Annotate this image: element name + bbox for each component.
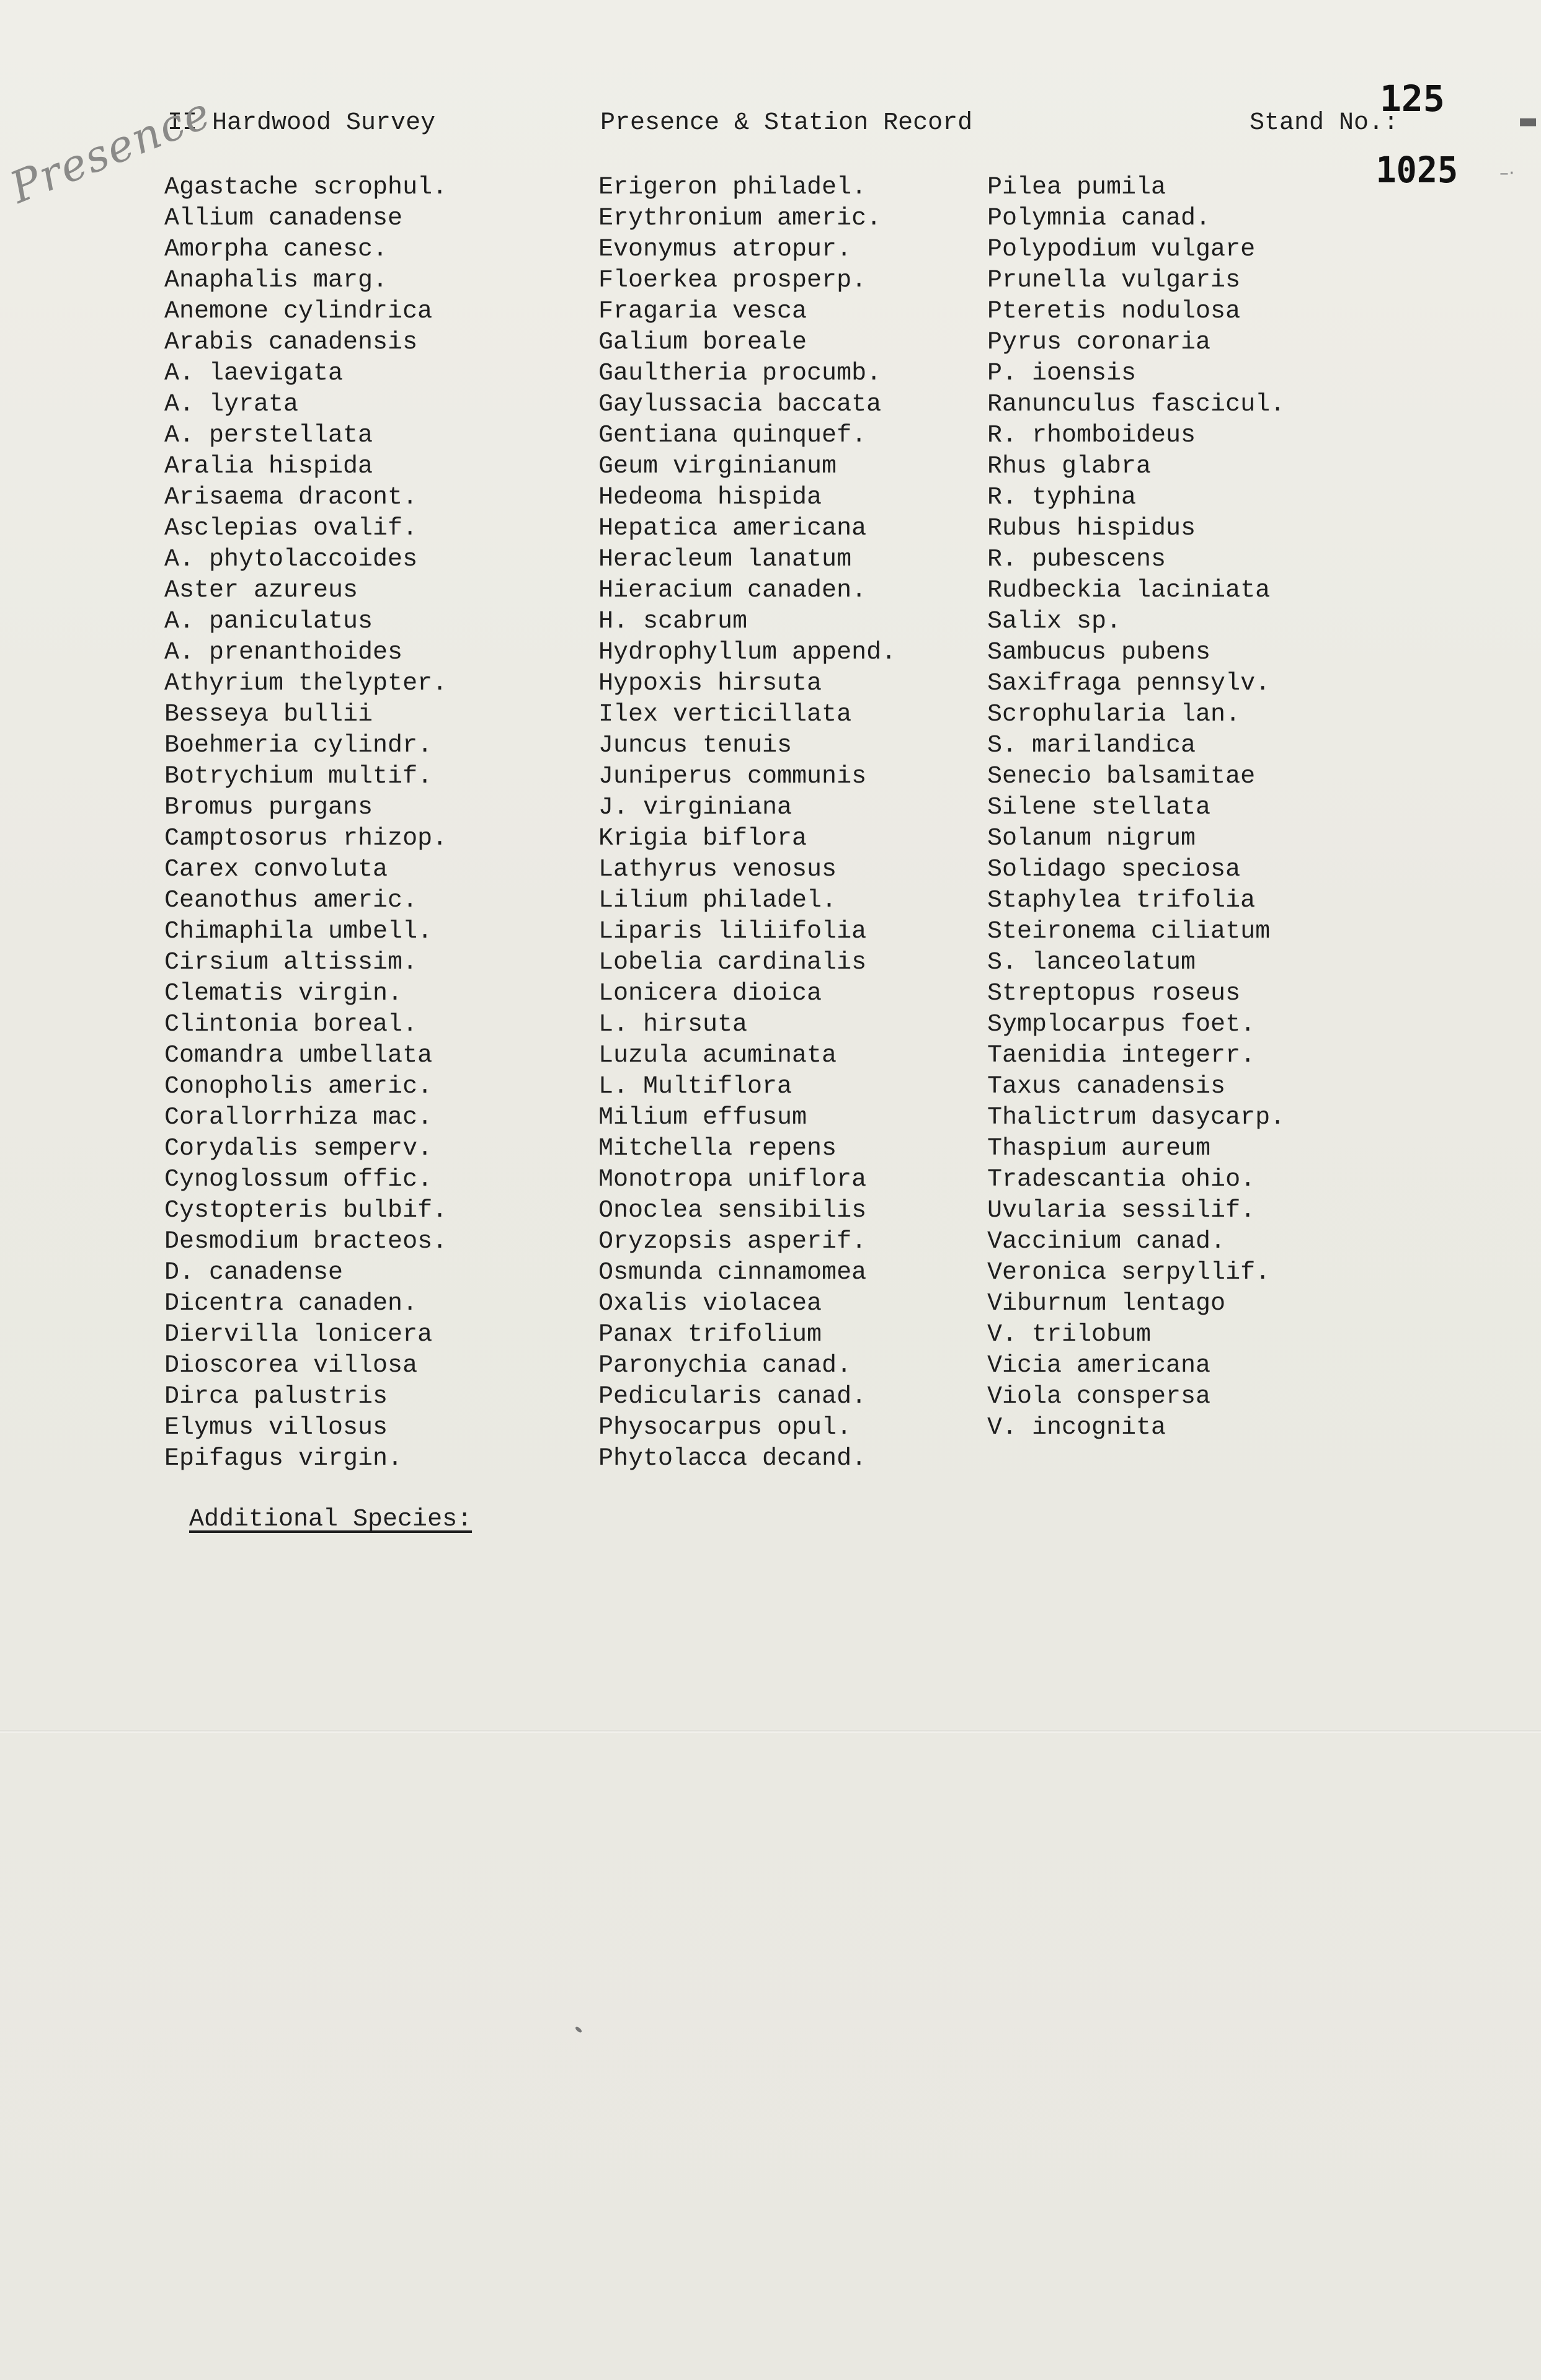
species-entry: Hedeoma hispida <box>598 484 822 512</box>
species-entry: Taxus canadensis <box>987 1073 1226 1101</box>
species-entry: Luzula acuminata <box>598 1042 837 1070</box>
species-entry: Besseya bullii <box>164 701 373 729</box>
species-entry: Dirca palustris <box>164 1383 388 1411</box>
species-entry: Erythronium americ. <box>598 205 882 233</box>
species-entry: Heracleum lanatum <box>598 546 852 574</box>
species-entry: Thalictrum dasycarp. <box>987 1104 1286 1132</box>
species-entry: Pedicularis canad. <box>598 1383 867 1411</box>
species-entry: Vaccinium canad. <box>987 1228 1226 1256</box>
species-entry: Streptopus roseus <box>987 980 1241 1008</box>
species-entry: Geum virginianum <box>598 453 837 481</box>
species-entry: R. typhina <box>987 484 1137 512</box>
species-entry: Desmodium bracteos. <box>164 1228 448 1256</box>
species-entry: Salix sp. <box>987 608 1122 636</box>
species-entry: Milium effusum <box>598 1104 807 1132</box>
species-entry: Asclepias ovalif. <box>164 515 418 543</box>
species-entry: Corydalis semperv. <box>164 1135 433 1163</box>
species-entry: Diervilla lonicera <box>164 1321 433 1349</box>
species-entry: Anaphalis marg. <box>164 267 388 295</box>
species-entry: Epifagus virgin. <box>164 1445 403 1473</box>
species-entry: Pilea pumila <box>987 174 1166 202</box>
species-entry: Prunella vulgaris <box>987 267 1241 295</box>
species-entry: Agastache scrophul. <box>164 174 448 202</box>
species-entry: Juniperus communis <box>598 763 867 791</box>
record-title: Presence & Station Record <box>600 109 973 137</box>
species-entry: Floerkea prosperp. <box>598 267 867 295</box>
species-entry: Arisaema dracont. <box>164 484 418 512</box>
species-entry: Clematis virgin. <box>164 980 403 1008</box>
species-entry: Pyrus coronaria <box>987 329 1211 357</box>
species-entry: J. virginiana <box>598 794 793 822</box>
species-entry: Hypoxis hirsuta <box>598 670 822 698</box>
species-entry: Bromus purgans <box>164 794 373 822</box>
species-entry: Comandra umbellata <box>164 1042 433 1070</box>
margin-mark: ▬ <box>1518 109 1539 133</box>
species-entry: A. laevigata <box>164 360 344 388</box>
species-entry: Polymnia canad. <box>987 205 1211 233</box>
species-entry: V. incognita <box>987 1414 1166 1442</box>
species-entry: R. rhomboideus <box>987 422 1196 450</box>
species-entry: Scrophularia lan. <box>987 701 1241 729</box>
species-entry: Elymus villosus <box>164 1414 388 1442</box>
species-entry: Oryzopsis asperif. <box>598 1228 867 1256</box>
species-column-1 <box>164 172 447 1475</box>
species-entry: Corallorrhiza mac. <box>164 1104 433 1132</box>
species-entry: Athyrium thelypter. <box>164 670 448 698</box>
margin-mark: –· <box>1499 162 1515 184</box>
species-entry: Hieracium canaden. <box>598 577 867 605</box>
species-entry: Chimaphila umbell. <box>164 918 433 946</box>
species-entry: Aralia hispida <box>164 453 373 481</box>
species-entry: Conopholis americ. <box>164 1073 433 1101</box>
species-entry: Panax trifolium <box>598 1321 822 1349</box>
species-entry: A. paniculatus <box>164 608 373 636</box>
species-entry: Monotropa uniflora <box>598 1166 867 1194</box>
species-entry: Dicentra canaden. <box>164 1290 418 1318</box>
species-entry: Taenidia integerr. <box>987 1042 1256 1070</box>
species-entry: Galium boreale <box>598 329 807 357</box>
species-entry: Oxalis violacea <box>598 1290 822 1318</box>
species-entry: Anemone cylindrica <box>164 298 433 326</box>
species-entry: Onoclea sensibilis <box>598 1197 867 1225</box>
species-column-3 <box>987 172 1285 1444</box>
species-entry: Juncus tenuis <box>598 732 793 760</box>
species-entry: Polypodium vulgare <box>987 236 1256 264</box>
stand-number-stamp-secondary: 1025 <box>1375 149 1459 191</box>
species-entry: Gentiana quinquef. <box>598 422 867 450</box>
species-entry: Cystopteris bulbif. <box>164 1197 448 1225</box>
species-entry: A. prenanthoides <box>164 639 403 667</box>
species-entry: Viburnum lentago <box>987 1290 1226 1318</box>
species-entry: R. pubescens <box>987 546 1166 574</box>
species-entry: Paronychia canad. <box>598 1352 852 1380</box>
species-entry: Carex convoluta <box>164 856 388 884</box>
handwritten-note: Presence <box>3 87 218 214</box>
species-entry: Allium canadense <box>164 205 403 233</box>
species-entry: Steironema ciliatum <box>987 918 1271 946</box>
species-entry: D. canadense <box>164 1259 344 1287</box>
species-column-2 <box>598 172 896 1475</box>
species-entry: Viola conspersa <box>987 1383 1211 1411</box>
species-entry: Silene stellata <box>987 794 1211 822</box>
species-entry: Uvularia sessilif. <box>987 1197 1256 1225</box>
species-entry: Solidago speciosa <box>987 856 1241 884</box>
species-entry: A. phytolaccoides <box>164 546 418 574</box>
species-entry: Fragaria vesca <box>598 298 807 326</box>
species-entry: Aster azureus <box>164 577 358 605</box>
species-entry: Botrychium multif. <box>164 763 433 791</box>
species-entry: Boehmeria cylindr. <box>164 732 433 760</box>
species-entry: Lonicera dioica <box>598 980 822 1008</box>
species-entry: Ceanothus americ. <box>164 887 418 915</box>
species-entry: Gaultheria procumb. <box>598 360 882 388</box>
species-entry: Gaylussacia baccata <box>598 391 882 419</box>
species-entry: L. Multiflora <box>598 1073 793 1101</box>
species-entry: Rudbeckia laciniata <box>987 577 1271 605</box>
stand-number-label: Stand No.: <box>1250 109 1399 137</box>
species-entry: Hepatica americana <box>598 515 867 543</box>
species-entry: Hydrophyllum append. <box>598 639 897 667</box>
species-entry: Lilium philadel. <box>598 887 837 915</box>
species-entry: Krigia biflora <box>598 825 807 853</box>
species-entry: Erigeron philadel. <box>598 174 867 202</box>
species-entry: Sambucus pubens <box>987 639 1211 667</box>
species-entry: Solanum nigrum <box>987 825 1196 853</box>
species-entry: Tradescantia ohio. <box>987 1166 1256 1194</box>
species-entry: Phytolacca decand. <box>598 1445 867 1473</box>
species-entry: L. hirsuta <box>598 1011 748 1039</box>
species-entry: Dioscorea villosa <box>164 1352 418 1380</box>
species-entry: Senecio balsamitae <box>987 763 1256 791</box>
species-entry: Vicia americana <box>987 1352 1211 1380</box>
species-entry: Cirsium altissim. <box>164 949 418 977</box>
species-entry: Liparis liliifolia <box>598 918 867 946</box>
species-entry: Arabis canadensis <box>164 329 418 357</box>
species-entry: Rhus glabra <box>987 453 1152 481</box>
additional-species-label: Additional Species: <box>189 1506 473 1534</box>
species-entry: Veronica serpyllif. <box>987 1259 1271 1287</box>
species-entry: Cynoglossum offic. <box>164 1166 433 1194</box>
species-entry: Pteretis nodulosa <box>987 298 1241 326</box>
species-entry: V. trilobum <box>987 1321 1152 1349</box>
species-entry: Physocarpus opul. <box>598 1414 852 1442</box>
species-entry: Symplocarpus foet. <box>987 1011 1256 1039</box>
species-entry: Lathyrus venosus <box>598 856 837 884</box>
species-entry: A. lyrata <box>164 391 299 419</box>
species-entry: Staphylea trifolia <box>987 887 1256 915</box>
survey-title: II Hardwood Survey <box>167 109 436 137</box>
species-entry: Clintonia boreal. <box>164 1011 418 1039</box>
species-entry: Ranunculus fascicul. <box>987 391 1286 419</box>
species-entry: Osmunda cinnamomea <box>598 1259 867 1287</box>
species-entry: A. perstellata <box>164 422 373 450</box>
species-entry: H. scabrum <box>598 608 748 636</box>
species-entry: Amorpha canesc. <box>164 236 388 264</box>
paper-fold-line <box>0 1730 1541 1733</box>
species-entry: S. marilandica <box>987 732 1196 760</box>
species-entry: Lobelia cardinalis <box>598 949 867 977</box>
species-entry: P. ioensis <box>987 360 1137 388</box>
species-entry: Evonymus atropur. <box>598 236 852 264</box>
species-entry: Mitchella repens <box>598 1135 837 1163</box>
species-entry: Rubus hispidus <box>987 515 1196 543</box>
species-entry: Camptosorus rhizop. <box>164 825 448 853</box>
species-entry: Ilex verticillata <box>598 701 852 729</box>
species-entry: Saxifraga pennsylv. <box>987 670 1271 698</box>
stand-number-stamp: 125 <box>1380 78 1445 120</box>
species-entry: S. lanceolatum <box>987 949 1196 977</box>
species-entry: Thaspium aureum <box>987 1135 1211 1163</box>
